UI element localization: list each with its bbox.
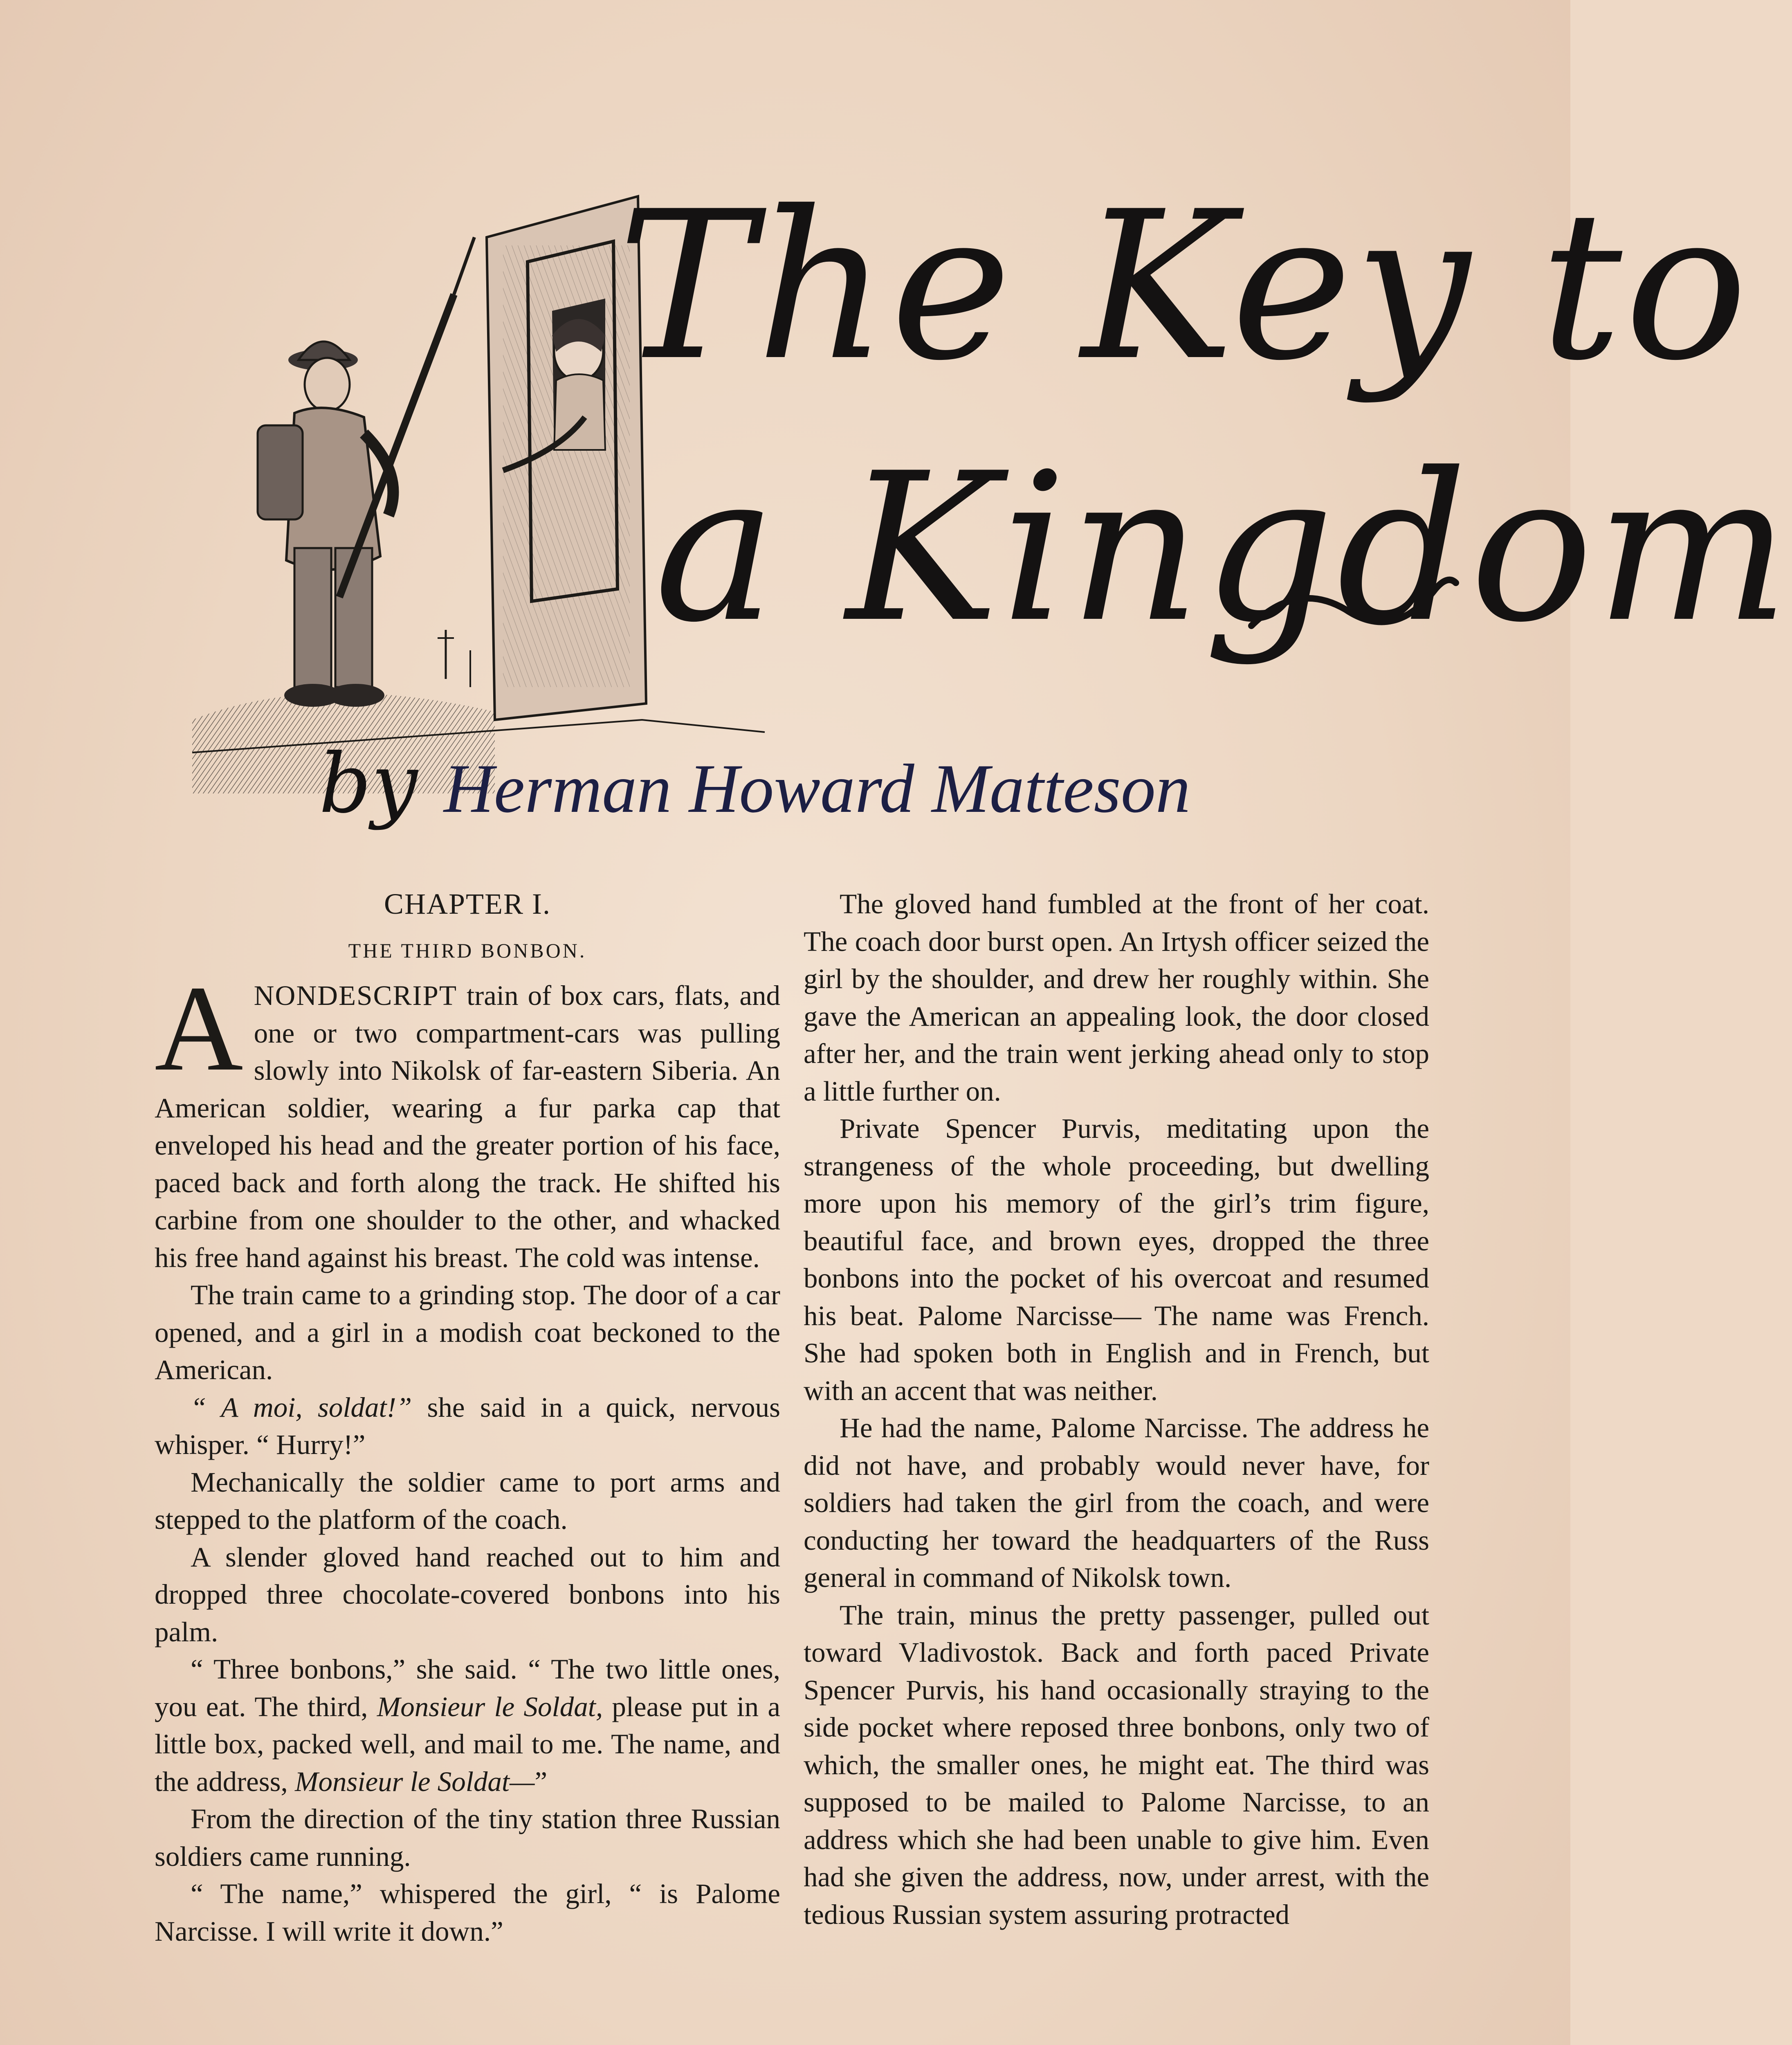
paragraph: The train, minus the pretty passenger, pulled out toward Vladivostok. Back and forth paced Private Spencer Purvis, his hand occasionally straying to the side pocket where reposed three bonbons, only two of which, the smaller ones, he might eat. The third was supposed to be mailed to Palome Narcisse, to an address which she had been unable to give him. Even had she given the address, now, under arrest, with the tedious Russian system assuring protracted: [804, 1599, 1429, 1930]
opening-text: train of box cars, flats, and one or two compartment-cars was pulling slowly into Nikolsk of far-eastern Siberia. An American soldier, wearing a fur parka cap that enveloped his head and the greater portion of his face, paced back and forth along the track. He shifted his carbine from one shoulder to the other, and whacked his free hand against his breast. The cold was intense.: [155, 980, 780, 1273]
author-name: Herman Howard Matteson: [444, 750, 1190, 827]
title-swash-ornament: [1247, 564, 1460, 646]
paragraph: A slender gloved hand reached out to him and dropped three chocolate-covered bonbons into his palm.: [155, 1541, 780, 1647]
paragraph-text: please put in a little box, packed well, and mail to me. The name, and the address,: [155, 1691, 780, 1797]
drop-cap: A: [155, 960, 243, 1096]
paragraph: “ The name,” whispered the girl, “ is Palome Narcisse. I will write it down.”: [155, 1878, 780, 1947]
byline-by: by: [319, 736, 418, 831]
opening-smallcaps: NONDESCRIPT: [254, 980, 458, 1011]
paragraph-opening: [155, 960, 780, 1276]
paragraph: From the direction of the tiny station three Russian soldiers came running.: [155, 1803, 780, 1872]
article-title-line-1: The Key to: [618, 167, 1750, 405]
chapter-heading: CHAPTER I.: [384, 888, 551, 920]
paragraph-text: she said in a quick, nervous whisper. “ Hurry!”: [155, 1391, 780, 1460]
italic-phrase: Monsieur le Soldat,: [377, 1691, 603, 1722]
paragraph-text: ”: [534, 1766, 548, 1797]
italic-phrase: Monsieur le Soldat—: [294, 1766, 535, 1797]
chapter-subtitle: THE THIRD BONBON.: [348, 939, 587, 962]
italic-phrase: “ A moi, soldat!”: [191, 1391, 412, 1423]
paragraph: [155, 1651, 780, 1800]
byline: [319, 736, 1190, 831]
paragraph: He had the name, Palome Narcisse. The address he did not have, and probably would never have, for soldiers had taken the girl from the coach, and were conducting her toward the headquarters of the Russ general in command of Nikolsk town.: [804, 1412, 1429, 1593]
article-title-line-2: a Kingdom: [654, 429, 1792, 667]
paragraph: [155, 1389, 780, 1464]
paragraph-text: “ Three bonbons,” she said. “ The two little ones, you eat. The third,: [155, 1654, 780, 1722]
paragraph: The train came to a grinding stop. The door of a car opened, and a girl in a modish coat beckoned to the American.: [155, 1279, 780, 1385]
paragraph: The gloved hand fumbled at the front of her coat. The coach door burst open. An Irtysh officer seized the girl by the shoulder, and drew her roughly within. She gave the American an appealing look, the door closed after her, and the train went jerking ahead only to stop a little further on.: [804, 888, 1429, 1107]
paragraph: Private Spencer Purvis, meditating upon the strangeness of the whole proceeding, but dwelling more upon his memory of the girl’s trim figure, beautiful face, and brown eyes, dropped the three bonbons into the pocket of his overcoat and resumed his beat. Palome Narcisse— The name was French. She had spoken both in English and in French, but with an accent that was neither.: [804, 1113, 1429, 1406]
text-column-right: [804, 885, 1429, 1933]
paragraph: Mechanically the soldier came to port arms and stepped to the platform of the coach.: [155, 1466, 780, 1535]
text-column-left: [155, 885, 780, 1950]
